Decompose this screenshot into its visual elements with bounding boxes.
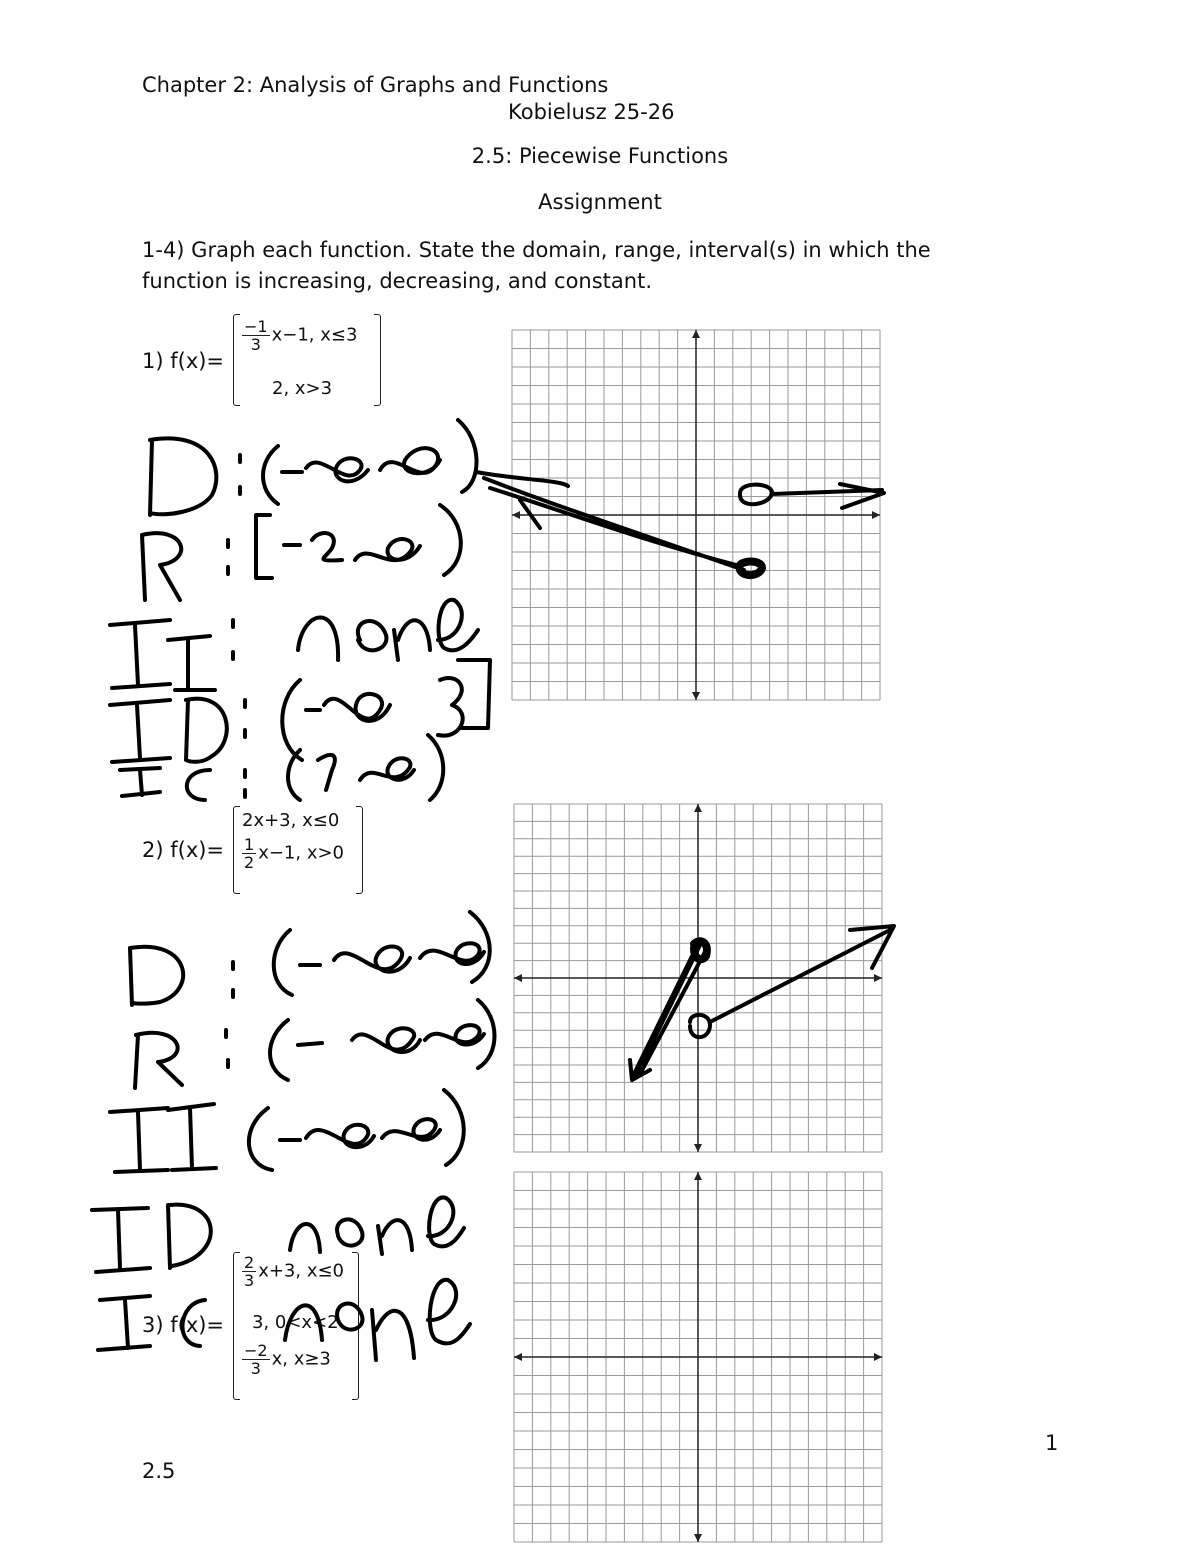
handwritten-D: [150, 438, 216, 515]
section-title: 2.5: Piecewise Functions: [471, 144, 729, 168]
problem-3-piece-3: $\frac{-2}{3}$ x, x≥3: [244, 1341, 331, 1378]
handwritten-range-2: [270, 1000, 495, 1080]
handwritten-increasing-2: [249, 1090, 464, 1170]
handwritten-constant-1: [288, 735, 443, 800]
handwritten-II: [110, 1104, 216, 1172]
handwritten-range-1: [256, 505, 461, 578]
instructions-line-1: 1-4) Graph each function. State the domain, range, interval(s) in which the: [142, 238, 931, 262]
graph-2-closed-point: [694, 941, 707, 959]
handwritten-answers-2: [92, 912, 894, 1360]
graph-1-open-point: [740, 485, 772, 505]
graph-1-closed-point: [740, 562, 762, 576]
footer-section-label: 2.5: [142, 1459, 176, 1483]
problem-1-label: 1) f(x)=: [142, 349, 225, 373]
handwritten-none-2: [290, 1197, 464, 1254]
handwritten-none-1: [298, 600, 478, 660]
problem-3-piece-2: 3, 0<x<2: [252, 1312, 339, 1333]
graph-2-line: [632, 945, 706, 1078]
problem-1-piece-1: $\frac{-1}{3}$ x−1, x≤3: [244, 317, 358, 354]
graph-2-open-point: [690, 1015, 710, 1037]
handwritten-domain-2: [274, 912, 490, 995]
handwritten-none-3: [285, 1280, 470, 1360]
handwritten-R: [135, 1033, 182, 1088]
problem-3-label: 3) f(x)=: [142, 1313, 225, 1337]
problem-2-piece-2: $\frac{1}{2}$ x−1, x>0: [244, 835, 345, 872]
handwritten-domain-1: [263, 420, 477, 504]
chapter-title: Chapter 2: Analysis of Graphs and Functions: [142, 73, 609, 97]
handwritten-decreasing-1: [282, 660, 490, 760]
graph-1-ray: [772, 484, 884, 508]
graph-1-line: [476, 472, 744, 570]
handwritten-ID: [110, 699, 227, 762]
handwritten-D: [130, 947, 183, 1005]
problem-1-piece-2: 2, x>3: [272, 378, 333, 399]
page-number: 1: [1045, 1431, 1059, 1455]
handwritten-colon: [226, 1030, 228, 1067]
assignment-heading: Assignment: [538, 190, 662, 214]
problem-2-piece-1: 2x+3, x≤0: [242, 810, 340, 831]
problem-3-piece-1: $\frac{2}{3}$ x+3, x≤0: [244, 1253, 345, 1290]
handwritten-II: [110, 620, 215, 690]
handwritten-IC: [98, 1296, 205, 1350]
author-label: Kobielusz 25-26: [508, 100, 675, 124]
handwritten-IC: [120, 768, 210, 800]
graph-2-ray: [710, 926, 894, 1022]
handwritten-answers-1: [110, 420, 884, 800]
instructions-line-2: function is increasing, decreasing, and constant.: [142, 269, 652, 293]
handwritten-ID: [92, 1205, 211, 1272]
problem-2-label: 2) f(x)=: [142, 838, 225, 862]
handwritten-R: [142, 533, 181, 600]
